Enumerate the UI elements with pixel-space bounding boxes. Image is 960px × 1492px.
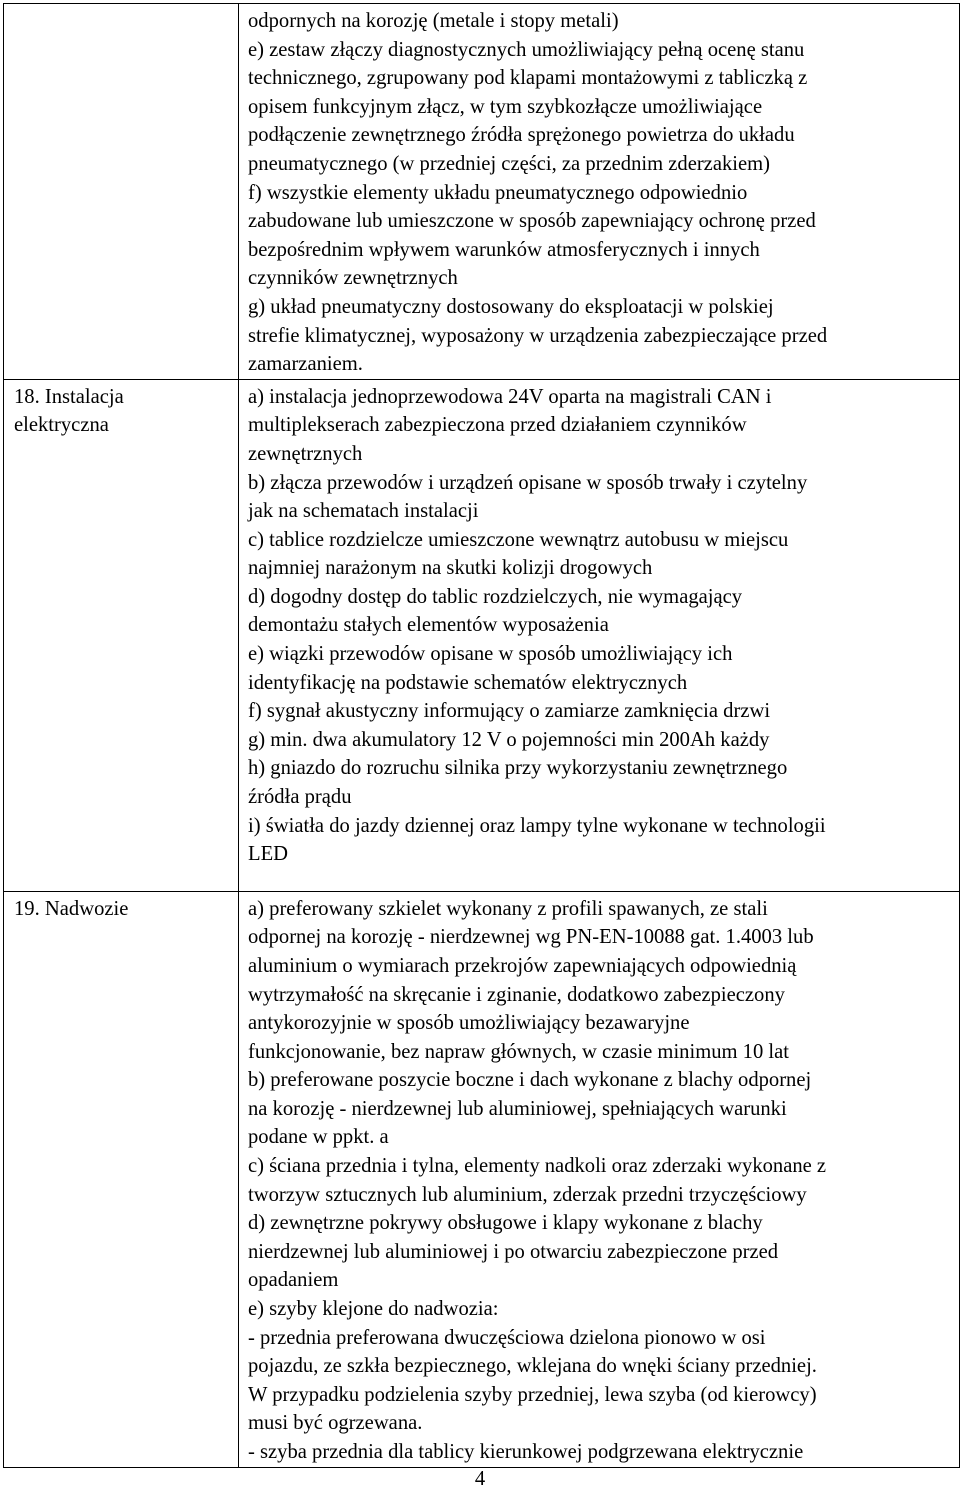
section-content-cell (239, 379, 960, 891)
table-row-continuation (4, 4, 960, 380)
text-line: - przednia preferowana dwuczęściowa dzielona pionowo w osi (248, 1326, 766, 1349)
text-line: elektryczna (14, 414, 109, 437)
section-title-cell (4, 891, 239, 1467)
text-line: g) min. dwa akumulatory 12 V o pojemności min 200Ah każdy (248, 728, 770, 751)
table-row-electrical (4, 379, 960, 891)
text-line: antykorozyjnie w sposób umożliwiający bezawaryjne (248, 1012, 690, 1035)
text-line: 19. Nadwozie (14, 897, 129, 920)
text-line: czynników zewnętrznych (248, 267, 458, 290)
text-line: e) wiązki przewodów opisane w sposób umożliwiający ich (248, 643, 733, 666)
section-title-cell-empty (4, 4, 239, 380)
text-line: wytrzymałość na skręcanie i zginanie, dodatkowo zabezpieczony (248, 983, 785, 1006)
text-line: LED (248, 843, 289, 866)
text-line: jak na schematach instalacji (248, 500, 479, 523)
text-line: pneumatycznego (w przedniej części, za przednim zderzakiem) (248, 152, 771, 175)
text-line: na korozję - nierdzewnej lub aluminiowej, spełniających warunki (248, 1097, 787, 1120)
text-line: 18. Instalacja (14, 385, 124, 408)
section-content-cell (239, 891, 960, 1467)
text-line: multiplekserach zabezpieczona przed działaniem czynników (248, 414, 747, 437)
text-line: f) sygnał akustyczny informujący o zamiarze zamknięcia drzwi (248, 700, 771, 723)
text-line: g) układ pneumatyczny dostosowany do eksploatacji w polskiej (248, 295, 774, 318)
text-line: podane w ppkt. a (248, 1126, 389, 1149)
text-line: zamarzaniem. (248, 353, 363, 376)
text-line: odpornej na korozję - nierdzewnej wg PN-EN-10088 gat. 1.4003 lub (248, 926, 814, 949)
table-row-body (4, 891, 960, 1467)
text-line: opadaniem (248, 1269, 339, 1292)
text-line: zabudowane lub umieszczone w sposób zapewniający ochronę przed (248, 210, 816, 233)
text-line: pojazdu, ze szkła bezpiecznego, wklejana do wnęki ściany przedniej. (248, 1355, 817, 1378)
text-line: funkcjonowanie, bez napraw głównych, w czasie minimum 10 lat (248, 1040, 789, 1063)
text-line: źródła prądu (248, 786, 352, 809)
text-line: opisem funkcyjnym złącz, w tym szybkozłącze umożliwiające (248, 95, 763, 118)
text-line: e) zestaw złączy diagnostycznych umożliwiający pełną ocenę stanu (248, 38, 805, 61)
spec-table (3, 3, 960, 1468)
text-line: demontażu stałych elementów wyposażenia (248, 614, 609, 637)
text-line: zewnętrznych (248, 442, 363, 465)
text-line: W przypadku podzielenia szyby przedniej, lewa szyba (od kierowcy) (248, 1383, 817, 1406)
page-number: 4 (474, 1468, 486, 1490)
text-line: d) zewnętrzne pokrywy obsługowe i klapy wykonane z blachy (248, 1212, 763, 1235)
text-line: f) wszystkie elementy układu pneumatycznego odpowiednio (248, 181, 748, 204)
text-line: identyfikację na podstawie schematów elektrycznych (248, 671, 688, 694)
text-line: a) instalacja jednoprzewodowa 24V oparta na magistrali CAN i (248, 385, 772, 408)
text-line: technicznego, zgrupowany pod klapami montażowymi z tabliczką z (248, 67, 808, 90)
section-title (4, 892, 238, 924)
section-content-cell (239, 4, 960, 380)
text-line: musi być ogrzewana. (248, 1412, 423, 1435)
text-line: bezpośrednim wpływem warunków atmosferycznych i innych (248, 238, 760, 261)
text-line: h) gniazdo do rozruchu silnika przy wykorzystaniu zewnętrznego (248, 757, 788, 780)
text-line: a) preferowany szkielet wykonany z profili spawanych, ze stali (248, 897, 768, 920)
text-line: odpornych na korozję (metale i stopy metali) (248, 10, 619, 32)
section-title-cell (4, 379, 239, 891)
content-lines (239, 892, 959, 1467)
text-line: b) preferowane poszycie boczne i dach wykonane z blachy odpornej (248, 1069, 812, 1092)
section-title (4, 380, 238, 440)
text-line: b) złącza przewodów i urządzeń opisane w sposób trwały i czytelny (248, 471, 808, 494)
text-line: najmniej narażonym na skutki kolizji drogowych (248, 557, 653, 580)
content-lines (239, 380, 959, 869)
text-line: i) światła do jazdy dziennej oraz lampy tylne wykonane w technologii (248, 814, 826, 837)
text-line: aluminium o wymiarach przekrojów zapewniających odpowiednią (248, 954, 797, 977)
text-line: c) ściana przednia i tylna, elementy nadkoli oraz zderzaki wykonane z (248, 1155, 827, 1178)
text-line: - szyba przednia dla tablicy kierunkowej podgrzewana elektrycznie (248, 1441, 804, 1463)
text-line: nierdzewnej lub aluminiowej i po otwarciu zabezpieczone przed (248, 1240, 779, 1263)
text-line: d) dogodny dostęp do tablic rozdzielczych, nie wymagający (248, 585, 743, 608)
content-lines (239, 4, 959, 379)
text-line: podłączenie zewnętrznego źródła sprężonego powietrza do układu (248, 124, 795, 147)
text-line: strefie klimatycznej, wyposażony w urządzenia zabezpieczające przed (248, 324, 828, 347)
text-line: tworzyw sztucznych lub aluminium, zderzak przedni trzyczęściowy (248, 1183, 807, 1206)
text-line: c) tablice rozdzielcze umieszczone wewnątrz autobusu w miejscu (248, 528, 789, 551)
text-line: e) szyby klejone do nadwozia: (248, 1298, 499, 1321)
